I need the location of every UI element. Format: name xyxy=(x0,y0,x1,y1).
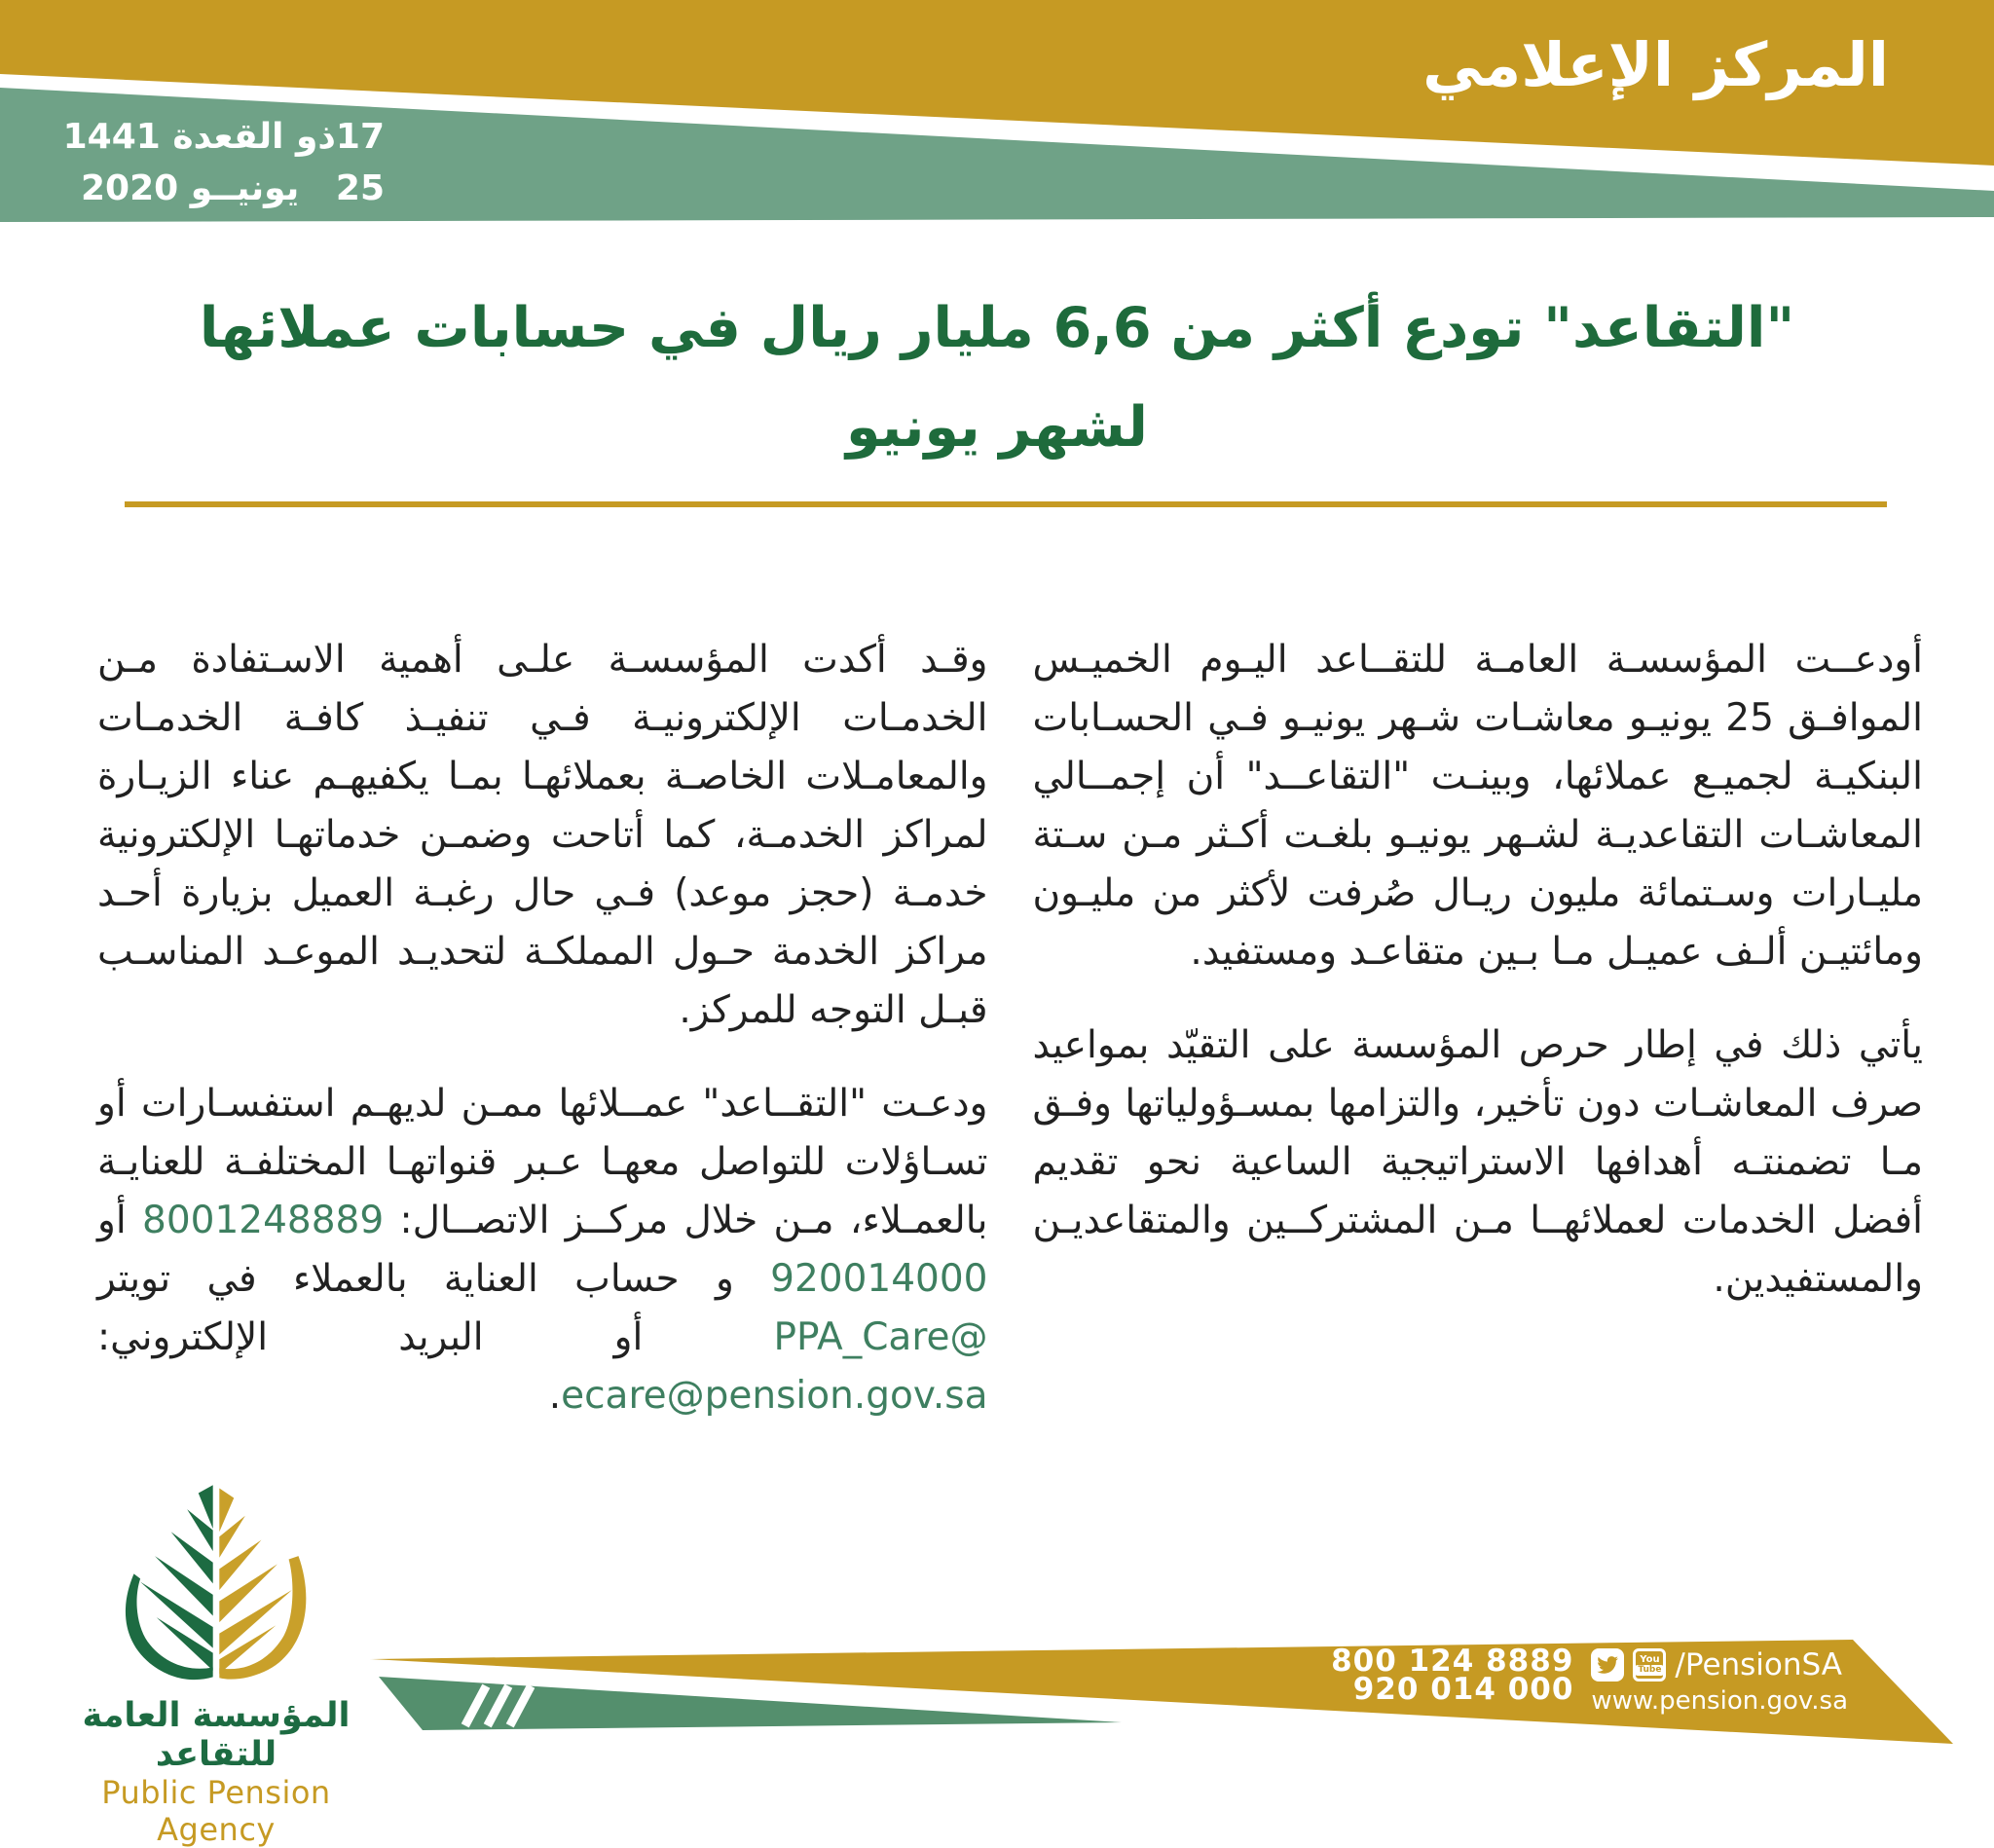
article-body xyxy=(97,631,1923,1460)
contact-text: . xyxy=(548,1374,562,1418)
logo-name-english: Public Pension Agency xyxy=(101,1774,331,1848)
twitter-handle-link[interactable]: @PPA_Care xyxy=(773,1315,988,1359)
headline-divider-rule xyxy=(125,501,1887,507)
email-link[interactable]: ecare@pension.gov.sa xyxy=(561,1374,988,1418)
column-right xyxy=(1033,631,1924,1460)
youtube-label-bottom: Tube xyxy=(1635,1665,1664,1676)
hijri-day: 17 xyxy=(335,117,385,157)
social-handle-link[interactable]: /PensionSA xyxy=(1675,1647,1842,1682)
footer-phones xyxy=(1331,1644,1574,1707)
hijri-month-year: ذو القعدة 1441 xyxy=(62,117,336,157)
article-headline xyxy=(0,278,1994,477)
gregorian-date xyxy=(81,163,385,214)
phone-link-800[interactable]: 8001248889 xyxy=(142,1199,385,1242)
paragraph-commitment: يأتي ذلك في إطار حرص المؤسسة على التقيّد بمواعيد صرف المعاشـات دون تأخير، والتزامها بمسـؤولياتها وفـق مـا تضمنتـه أهدافها الاستراتيجية الساعية نحو تقديم أفضل الخدمات لعملائهــا مـن المشتركــين والمتقاعديـن والمستفيدين. xyxy=(1032,1023,1923,1301)
headline-line-2: لشهر يونيو xyxy=(846,395,1148,460)
gregorian-day: 25 xyxy=(335,168,385,208)
contact-text: و حساب العناية بالعملاء في تويتر xyxy=(97,1257,771,1301)
footer-social xyxy=(1591,1647,1848,1716)
paragraph-lead: أودعــت المؤسسـة العامـة للتقــاعد اليـوم الخميـس الموافـق 25 يونيـو معاشـات شـهر يونيـو فـي الحسـابات البنكيـة لجميـع عملائها، وبينـت "التقاعــد" أن إجمــالي المعاشـات التقاعديـة لشـهر يونيـو بلغـت أكـثر مـن سـتة مليـارات وسـتمائة مليون ريـال صُرفت لأكثر من مليـون ومائتيـن ألـف عميـل مـا بـين متقاعـد ومستفيد. xyxy=(1032,638,1923,974)
date-block xyxy=(62,111,385,214)
media-center-banner-title: المركز الإعلامي xyxy=(1422,29,1889,100)
contact-text: أو البريد الإلكتروني: xyxy=(97,1315,774,1359)
paragraph-eservices: وقـد أكدت المؤسسـة علـى أهمية الاسـتفادة مـن الخدمـات الإلكترونيـة فـي تنفيـذ كافـة الخدمـات والمعامـلات الخاصـة بعملائهـا بمـا يكفيهـم عناء الزيـارة لمراكز الخدمـة، كما أتاحت وضمـن خدماتهـا الإلكترونية خدمـة (حجز موعد) فـي حال رغبـة العميل بزيارة أحـد مراكز الخدمة حـول المملكـة لتحديـد الموعـد المناسـب قبـل التوجه للمركز. xyxy=(97,638,988,1032)
youtube-icon[interactable] xyxy=(1633,1648,1666,1682)
hijri-date xyxy=(62,111,385,163)
logo-name-arabic: المؤسسة العامة للتقاعد xyxy=(82,1696,351,1774)
paragraph-contact xyxy=(97,1075,988,1425)
ppa-leaf-icon xyxy=(103,1464,329,1696)
footer-phone-tollfree: 800 124 8889 xyxy=(1331,1644,1574,1679)
twitter-bird-icon[interactable] xyxy=(1591,1648,1624,1682)
headline-line-1: "التقاعد" تودع أكثر من 6,6 مليار ريال في حسابات عملائها xyxy=(199,296,1795,360)
footer-phone-unified: 920 014 000 xyxy=(1352,1672,1574,1707)
phone-link-920[interactable]: 920014000 xyxy=(770,1257,988,1301)
column-left xyxy=(97,631,988,1460)
youtube-label-top: You xyxy=(1640,1654,1660,1665)
ppa-logo xyxy=(51,1464,382,1848)
footer-contact-block xyxy=(1331,1644,1848,1716)
contact-text: أو xyxy=(97,1199,143,1242)
gregorian-month-year: يونيــو 2020 xyxy=(81,168,300,208)
website-link[interactable]: www.pension.gov.sa xyxy=(1591,1686,1848,1716)
contact-text: ودعـت "التقــاعد" عمــلائها ممـن لديهـم استفسـارات أو تسـاؤلات للتواصل معهـا عـبر قنواتهـا المختلفـة للعنايـة بالعمـلاء، مـن خلال مركــز الاتصــال: xyxy=(97,1082,988,1242)
